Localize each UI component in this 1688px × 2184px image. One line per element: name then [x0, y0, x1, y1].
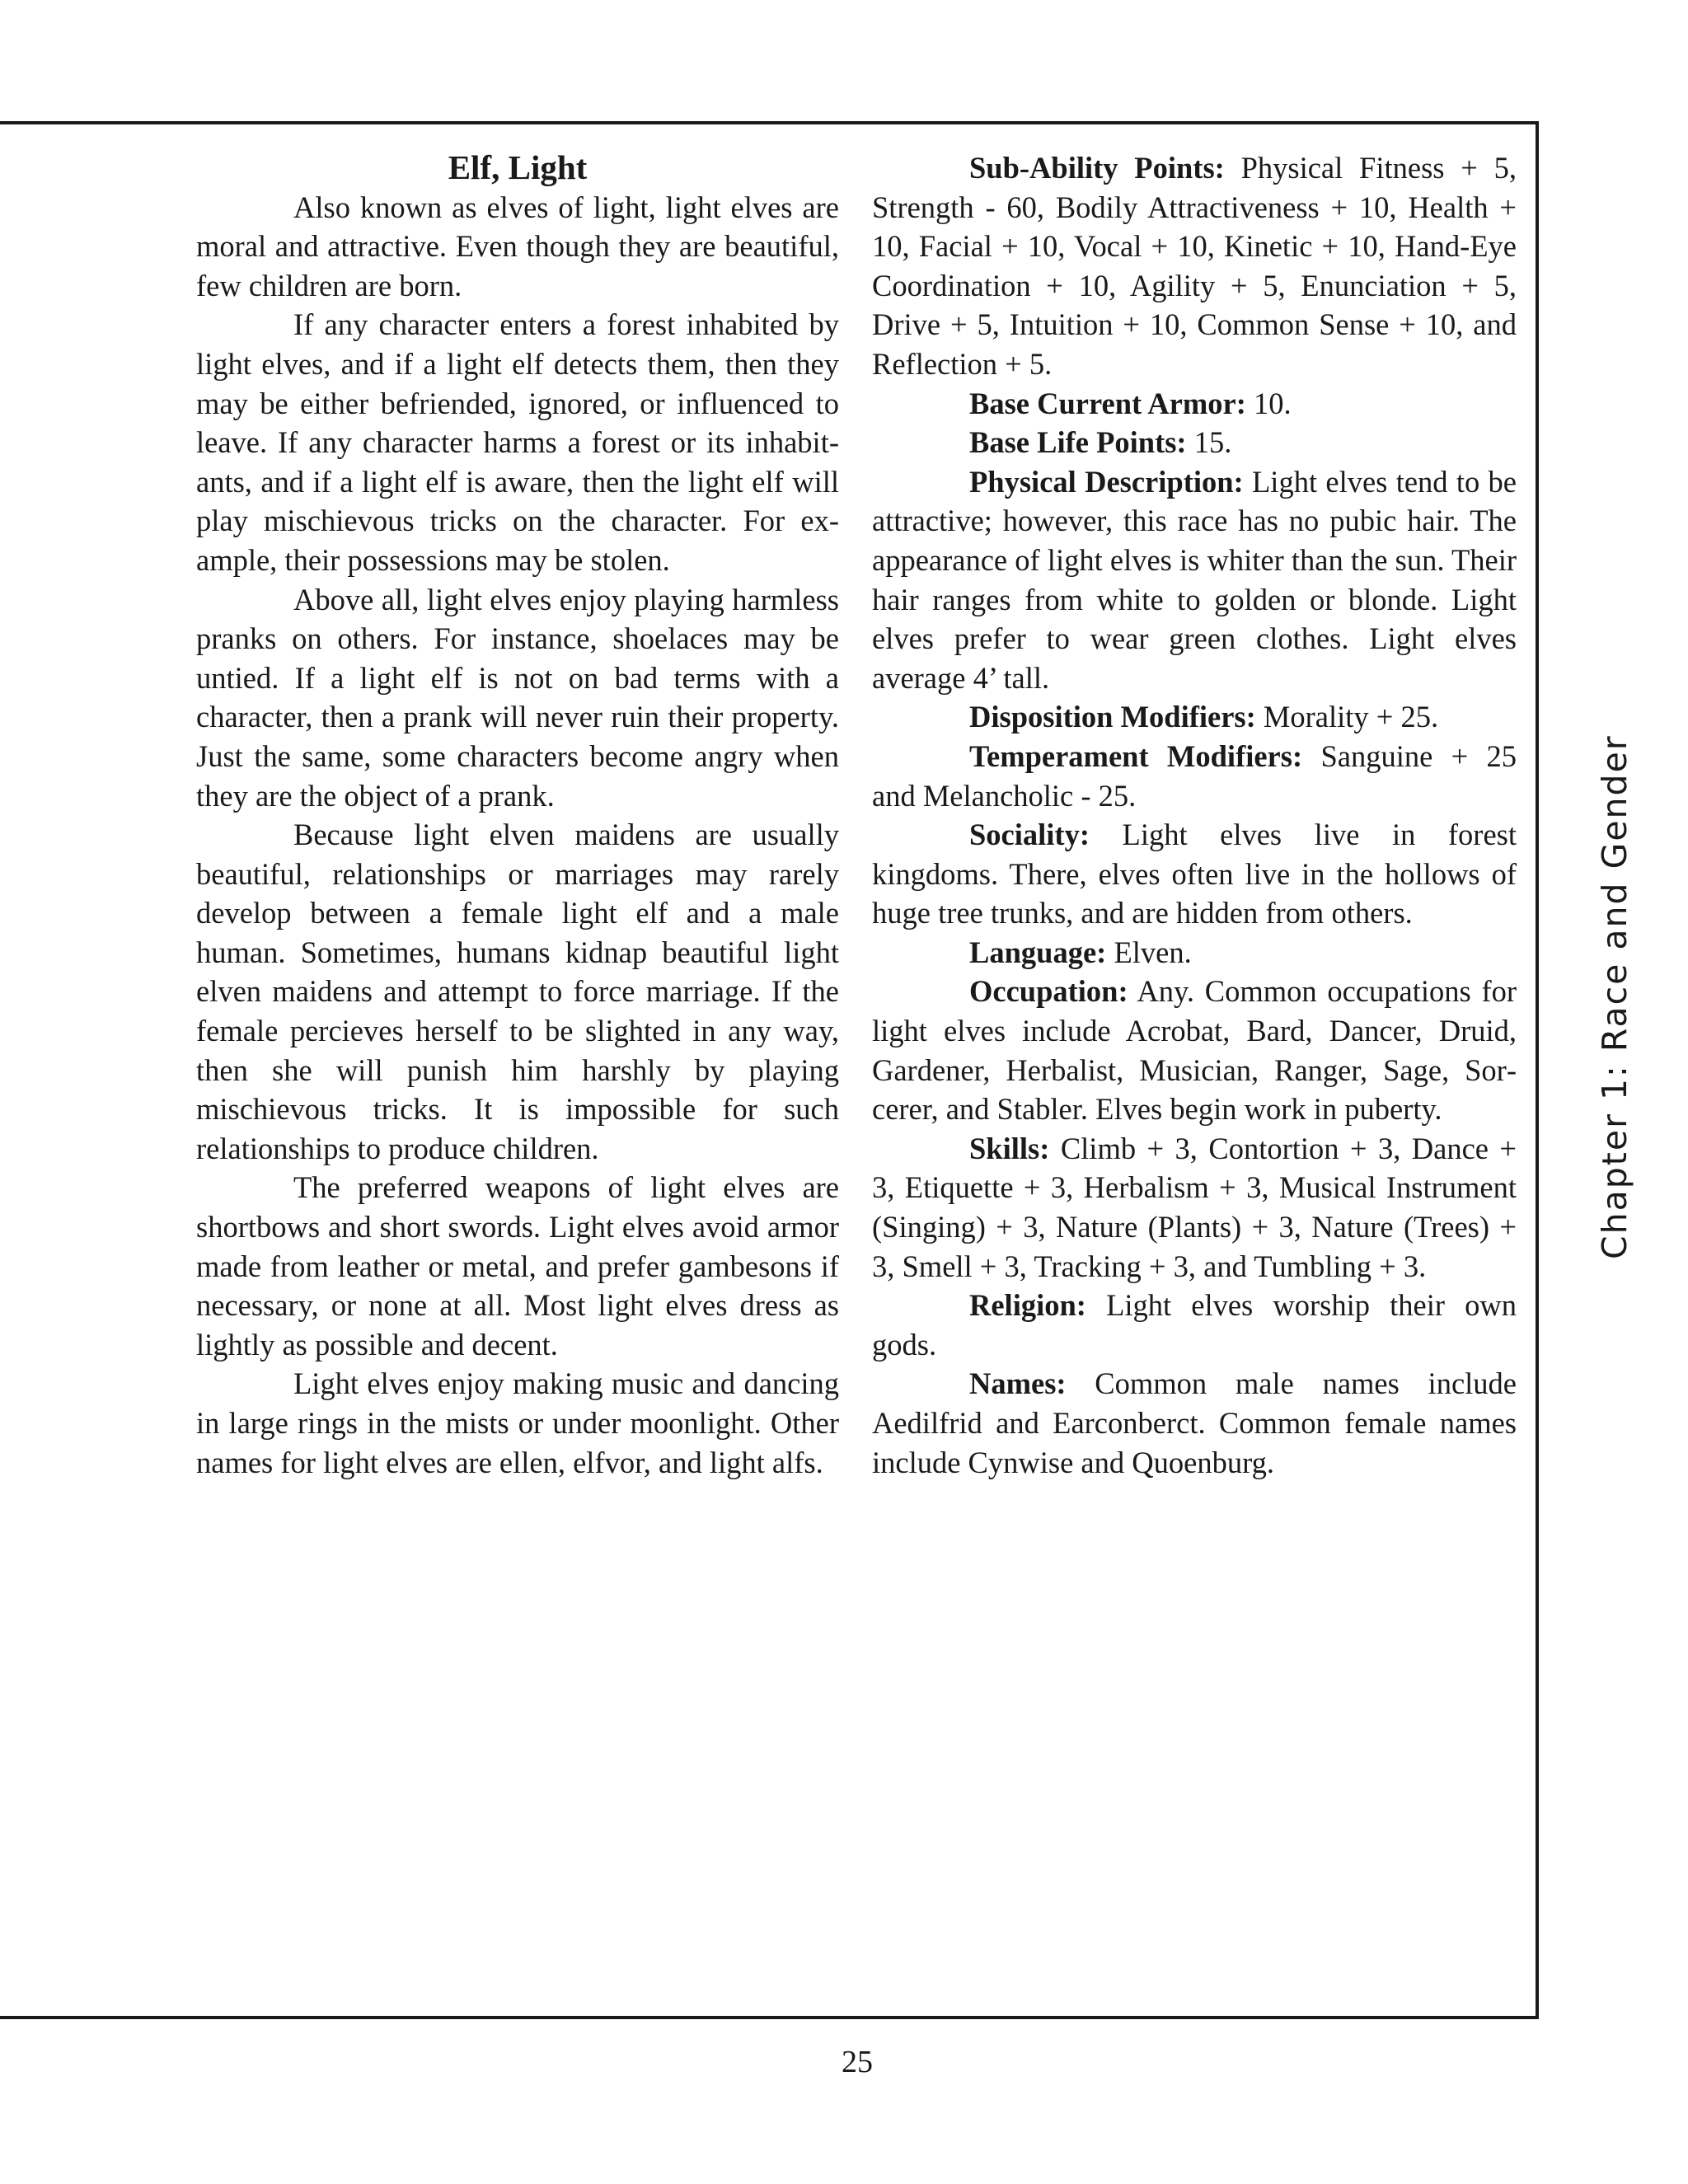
- stat-label: Physical Description:: [969, 464, 1244, 499]
- stat-text: 10.: [1245, 386, 1292, 420]
- stat-text: Light elves worship their own gods.: [872, 1288, 1517, 1361]
- right-column: [872, 148, 1517, 1482]
- stat-label: Occupation:: [969, 974, 1128, 1009]
- stat-text: Light elves live in forest kingdoms. There, elves often live in the hollows of huge tree trunks, and are hidden from others.: [872, 818, 1517, 930]
- stat-entry-temperament-modifiers: [872, 737, 1517, 815]
- stat-label: Disposition Modifiers:: [969, 700, 1256, 734]
- stat-entry-language: [872, 933, 1517, 972]
- stat-entry-disposition-modifiers: [872, 697, 1517, 737]
- stat-label: Language:: [969, 935, 1107, 969]
- stat-entry-sociality: [872, 815, 1517, 933]
- stat-entry-names: [872, 1364, 1517, 1482]
- stat-label: Sub-Ability Points:: [969, 151, 1225, 185]
- stat-text: Elven.: [1106, 935, 1192, 969]
- stat-text: Sanguine + 25 and Melancholic - 25.: [872, 738, 1517, 813]
- stat-text: 15.: [1186, 425, 1232, 460]
- left-column: [196, 148, 839, 1482]
- body-paragraph: Because light elven maidens are usually beautiful, relationships or marriages may rarely develop between a female light elf and a male human. Sometimes, humans kidnap beautiful light elven maidens and attempt to force marriage. If the female percieves herself to be slighted in any way, then she will punish him harshly by playing mischievous tricks. It is impossible for such relationships to produce children.: [196, 818, 839, 1165]
- stat-entry-sub-ability-points: [872, 148, 1517, 384]
- body-paragraph: If any character enters a forest inhabited by light elves, and if a light elf detects them, then they may be either befriended, ignored, or influenced to leave. If any character harms a forest or its inhabitants, and if a light elf is aware, then the light elf will play mischievous tricks on the character. For example, their possessions may be stolen.: [196, 307, 839, 577]
- stat-entry-occupation: [872, 972, 1517, 1128]
- stat-entry-base-life-points: [872, 423, 1517, 462]
- section-title: Elf, Light: [448, 148, 588, 186]
- stat-label: Base Life Points:: [969, 425, 1187, 460]
- stat-entry-physical-description: [872, 462, 1517, 698]
- page-number: 25: [842, 2045, 873, 2079]
- stat-label: Base Current Armor:: [969, 386, 1246, 420]
- body-paragraph: Above all, light elves enjoy playing harmless pranks on others. For instance, shoelaces may be untied. If a light elf is not on bad terms with a character, then a prank will never ruin their property. Just the same, some characters become angry when they are the object of a prank.: [196, 582, 839, 813]
- stat-text: Light elves tend to be attractive; however, this race has no pubic hair. The appearance of light elves is whiter than the sun. Their hair ranges from white to golden or blonde. Light elves prefer to wear green clothes. Light elves average 4’ tall.: [872, 464, 1517, 695]
- stat-text: Climb + 3, Contortion + 3, Dance + 3, Etiquette + 3, Herbalism + 3, Musical Instrument (Singing) + 3, Nature (Plants) + 3, Nature (Trees) + 3, Smell + 3, Tracking + 3, and Tumbling + 3.: [872, 1131, 1517, 1283]
- stat-label: Names:: [969, 1366, 1067, 1401]
- stat-label: Religion:: [969, 1288, 1086, 1323]
- stat-entry-religion: [872, 1286, 1517, 1364]
- chapter-tab: Chapter 1: Race and Gender: [1595, 734, 1634, 1259]
- body-paragraph: The preferred weapons of light elves are shortbows and short swords. Light elves avoid armor made from leather or metal, and prefer gambesons if necessary, or none at all. Most light elves dress as lightly as possible and decent.: [196, 1170, 839, 1361]
- stat-entry-base-current-armor: [872, 384, 1517, 424]
- body-paragraph: Light elves enjoy making music and dancing in large rings in the mists or under moonlight. Other names for light elves are ellen, elfvor, and light alfs.: [196, 1366, 839, 1479]
- stat-text: Common male names include Aedilfrid and Earconberct. Common female names include Cynwise and Quoenburg.: [872, 1366, 1517, 1479]
- stat-entry-skills: [872, 1129, 1517, 1286]
- body-paragraph: Also known as elves of light, light elves are moral and attractive. Even though they are beautiful, few children are born.: [196, 190, 839, 302]
- stat-label: Sociality:: [969, 818, 1090, 852]
- stat-text: Physical Fitness + 5, Strength - 60, Bodily Attractiveness + 10, Health + 10, Facial + 10, Vocal + 10, Kinetic + 10, Hand-Eye Coordination + 10, Agility + 5, Enunciation + 5, Drive + 5, Intuition + 10, Common Sense + 10, and Reflection + 5.: [872, 151, 1517, 381]
- stat-text: Morality + 25.: [1255, 700, 1439, 734]
- stat-text: Any. Common occupations for light elves include Acrobat, Bard, Dancer, Druid, Gardener, Herbalist, Musician, Ranger, Sage, Sorcerer, and Stabler. Elves begin work in puberty.: [872, 974, 1517, 1127]
- stat-label: Temperament Modifiers:: [969, 738, 1303, 773]
- stat-label: Skills:: [969, 1131, 1050, 1165]
